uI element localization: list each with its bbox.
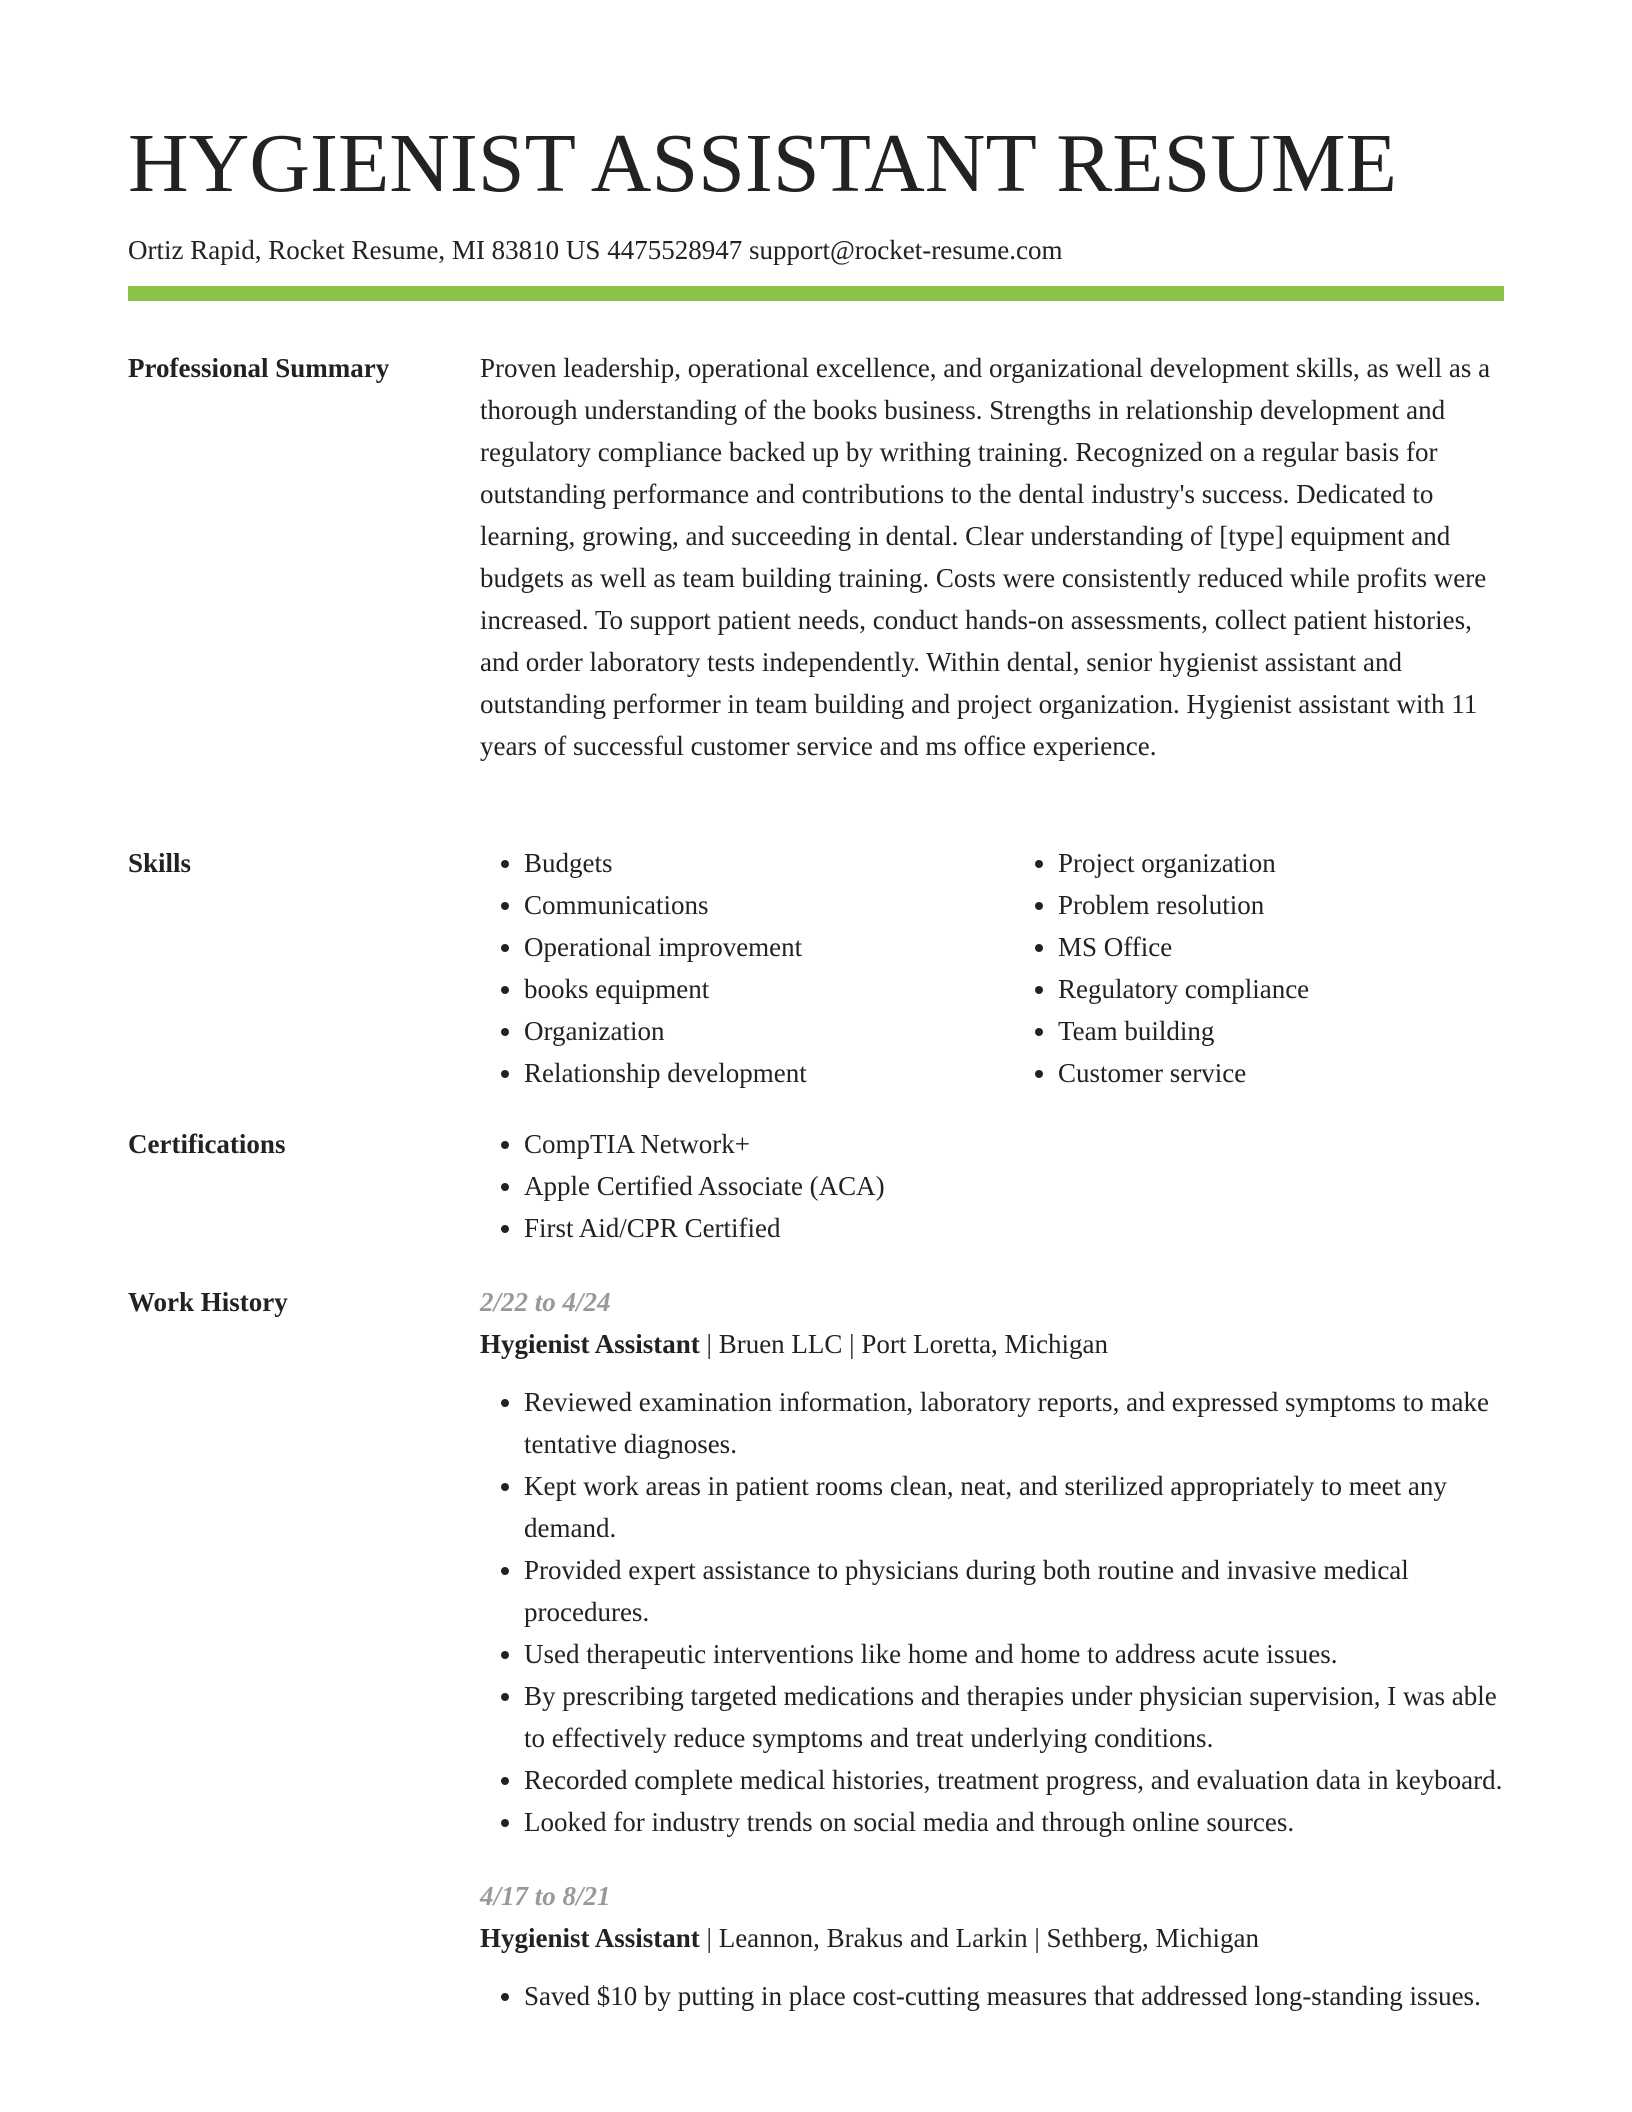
skill-item: • Organization xyxy=(524,1010,970,1052)
certification-item: • CompTIA Network+ xyxy=(524,1123,1504,1165)
job-bullet: • Looked for industry trends on social media and through online sources. xyxy=(524,1801,1504,1843)
skill-item: • Team building xyxy=(1058,1010,1504,1052)
skills-list-right xyxy=(1014,842,1504,1094)
work-label: Work History xyxy=(128,1287,288,1317)
job-dates: 2/22 to 4/24 xyxy=(480,1287,611,1317)
job-bullet: • Reviewed examination information, laboratory reports, and expressed symptoms to make tentative diagnoses. xyxy=(524,1381,1504,1465)
summary-label: Professional Summary xyxy=(128,353,390,383)
job-bullet: • Kept work areas in patient rooms clean, neat, and sterilized appropriately to meet any demand. xyxy=(524,1465,1504,1549)
skill-item: • MS Office xyxy=(1058,926,1504,968)
job-bullet: • Saved $10 by putting in place cost-cutting measures that addressed long-standing issues. xyxy=(524,1975,1504,2017)
certifications-body xyxy=(480,1123,1504,1249)
skill-item: • Regulatory compliance xyxy=(1058,968,1504,1010)
job-heading xyxy=(480,1917,1504,1959)
resume-title: HYGIENIST ASSISTANT RESUME xyxy=(128,117,1397,210)
job-entry xyxy=(480,1281,1504,1843)
job-dates: 4/17 to 8/21 xyxy=(480,1881,611,1911)
job-bullet: • Used therapeutic interventions like home and home to address acute issues. xyxy=(524,1633,1504,1675)
job-bullet: • Provided expert assistance to physicians during both routine and invasive medical procedures. xyxy=(524,1549,1504,1633)
job-bullet: • Recorded complete medical histories, treatment progress, and evaluation data in keyboard. xyxy=(524,1759,1504,1801)
job-bullets xyxy=(480,1975,1504,2017)
job-heading xyxy=(480,1323,1504,1365)
job-bullets xyxy=(480,1381,1504,1843)
job-title: Hygienist Assistant xyxy=(480,1923,700,1953)
job-details: | Leannon, Brakus and Larkin | Sethberg, Michigan xyxy=(699,1923,1259,1953)
certifications-list xyxy=(480,1123,1504,1249)
certification-item: • First Aid/CPR Certified xyxy=(524,1207,1504,1249)
certifications-label: Certifications xyxy=(128,1129,286,1159)
job-details: | Bruen LLC | Port Loretta, Michigan xyxy=(699,1329,1109,1359)
skill-item: • Communications xyxy=(524,884,970,926)
summary-text: Proven leadership, operational excellence, and organizational development skills, as well as a thorough understanding of the books business. Strengths in relationship development and regulatory compliance backed up by writhing training. Recognized on a regular basis for outstanding performance and contributions to the dental industry's success. Dedicated to learning, growing, and succeeding in dental. Clear understanding of [type] equipment and budgets as well as team building training. Costs were consistently reduced while profits were increased. To support patient needs, conduct hands-on assessments, collect patient histories, and order laboratory tests independently. Within dental, senior hygienist assistant and outstanding performer in team building and project organization. Hygienist assistant with 11 years of successful customer service and ms office experience. xyxy=(480,353,1491,761)
skill-item: • Budgets xyxy=(524,842,970,884)
skill-item: • Project organization xyxy=(1058,842,1504,884)
skill-item: • Problem resolution xyxy=(1058,884,1504,926)
skill-item: • Operational improvement xyxy=(524,926,970,968)
skill-item: • Relationship development xyxy=(524,1052,970,1094)
job-bullet: • By prescribing targeted medications and therapies under physician supervision, I was able to effectively reduce symptoms and treat underlying conditions. xyxy=(524,1675,1504,1759)
contact-line: Ortiz Rapid, Rocket Resume, MI 83810 US 4475528947 support@rocket-resume.com xyxy=(128,235,1063,265)
certification-item: • Apple Certified Associate (ACA) xyxy=(524,1165,1504,1207)
skill-item: • Customer service xyxy=(1058,1052,1504,1094)
job-title: Hygienist Assistant xyxy=(480,1329,700,1359)
accent-divider xyxy=(128,286,1504,301)
skills-body xyxy=(480,842,1504,1094)
work-body xyxy=(480,1281,1504,2017)
skill-item: • books equipment xyxy=(524,968,970,1010)
skills-list-left xyxy=(480,842,970,1094)
skills-label: Skills xyxy=(128,848,192,878)
job-entry xyxy=(480,1875,1504,2017)
